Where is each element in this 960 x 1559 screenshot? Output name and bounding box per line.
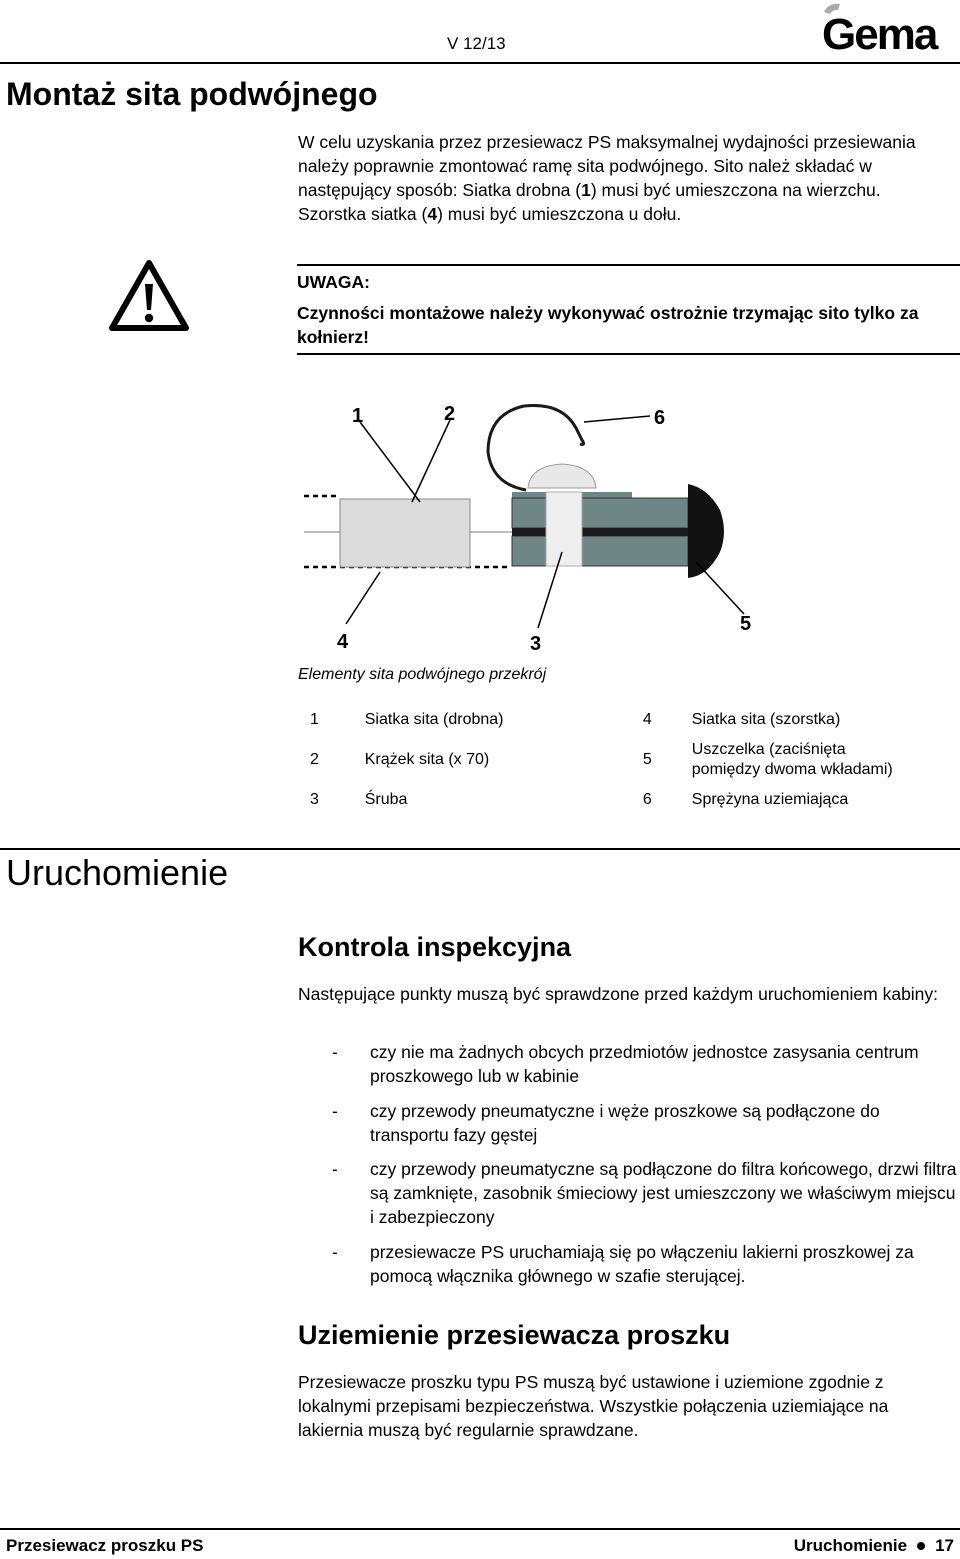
header-rule [0,62,960,64]
diagram-label-5: 5 [740,613,752,635]
diagram-label-1: 1 [352,405,364,427]
legend-number: 6 [642,791,652,808]
legend-text: Śruba [364,791,408,808]
footer-document-title: Przesiewacz proszku PS [6,1536,204,1555]
legend-text: Uszczelka (zaciśnięta pomiędzy dwoma wkładami) [691,741,893,778]
sieve-cross-section-diagram [300,392,770,654]
bullet-dot-icon [917,1542,925,1550]
list-dash: - [332,1241,338,1262]
diagram-label-2: 2 [444,403,456,425]
intro-paragraph: W celu uzyskania przez przesiewacz PS maksymalnej wydajności przesiewania należy poprawnie zmontować ramę sita podwójnego. Sito należ składać w następujący sposób: Siatka drobna (1) musi być umieszczona na wierzchu. Szorstka siatka (4) musi być umieszczona u dołu. [298,132,916,224]
subsection-title-inspection: Kontrola inspekcyjna [298,932,572,962]
legend-table [298,700,918,820]
list-item: - przesiewacze PS uruchamiają się po włączeniu lakierni proszkowej za pomocą włącznika głównego w szafie sterującej. [332,1241,914,1286]
legend-text: Siatka sita (drobna) [364,711,504,728]
list-dash: - [332,1042,338,1062]
diagram-label-3: 3 [530,633,542,654]
legend-row [298,700,918,740]
version-label: V 12/13 [447,34,506,53]
footer-rule [0,1528,960,1530]
footer-section: Uruchomienie [793,1536,908,1555]
grounding-paragraph: Przesiewacze proszku typu PS muszą być ustawione i uziemione zgodnie z lokalnymi przepisami bezpieczeństwa. Wszystkie połączenia uziemiające na lakiernia muszą być regularnie sprawdzane. [298,1372,889,1440]
section-title-startup: Uruchomienie [6,852,229,893]
legend-number: 5 [642,751,652,768]
warning-box [297,264,960,355]
svg-text:Gema: Gema [822,10,937,56]
warning-text: Czynności montażowe należy wykonywać ostrożnie trzymając sito tylko za kołnierz! [297,303,919,347]
legend-number: 1 [310,711,319,728]
legend-number: 2 [310,751,319,768]
legend-number: 3 [310,791,319,808]
legend-text: Sprężyna uziemiająca [691,791,849,808]
list-item: - czy przewody pneumatyczne i węże proszkowe są podłączone do transportu fazy gęstej [332,1100,880,1145]
inspection-intro: Następujące punkty muszą być sprawdzone przed każdym uruchomieniem kabiny: [298,984,939,1004]
legend-number: 4 [642,711,652,728]
list-dash: - [332,1100,338,1121]
diagram-label-6: 6 [654,407,666,429]
diagram-label-4: 4 [337,631,349,653]
warning-title: UWAGA: [297,272,370,292]
list-item: - czy nie ma żadnych obcych przedmiotów jednostce zasysania centrum proszkowego lub w kabinie [332,1042,919,1086]
warning-triangle-icon [108,258,190,332]
subsection-title-grounding: Uziemienie przesiewacza proszku [298,1320,731,1350]
footer-page-info [794,1536,954,1556]
list-dash: - [332,1159,338,1179]
list-item: - czy przewody pneumatyczne są podłączone do filtra końcowego, drzwi filtra są zamknięte, zasobnik śmieciowy jest umieszczony we właściwym miejscu i zabezpieczony [332,1159,957,1227]
gema-logo [818,2,958,56]
diagram-caption: Elementy sita podwójnego przekrój [298,666,547,683]
section-title-mount: Montaż sita podwójnego [6,76,378,112]
page-number: 17 [935,1536,954,1555]
legend-row [298,780,918,820]
legend-text: Siatka sita (szorstka) [691,711,841,728]
section-rule [0,848,960,850]
inspection-checklist [298,1040,958,1298]
legend-text: Krążek sita (x 70) [364,751,490,768]
legend-row [298,740,918,780]
